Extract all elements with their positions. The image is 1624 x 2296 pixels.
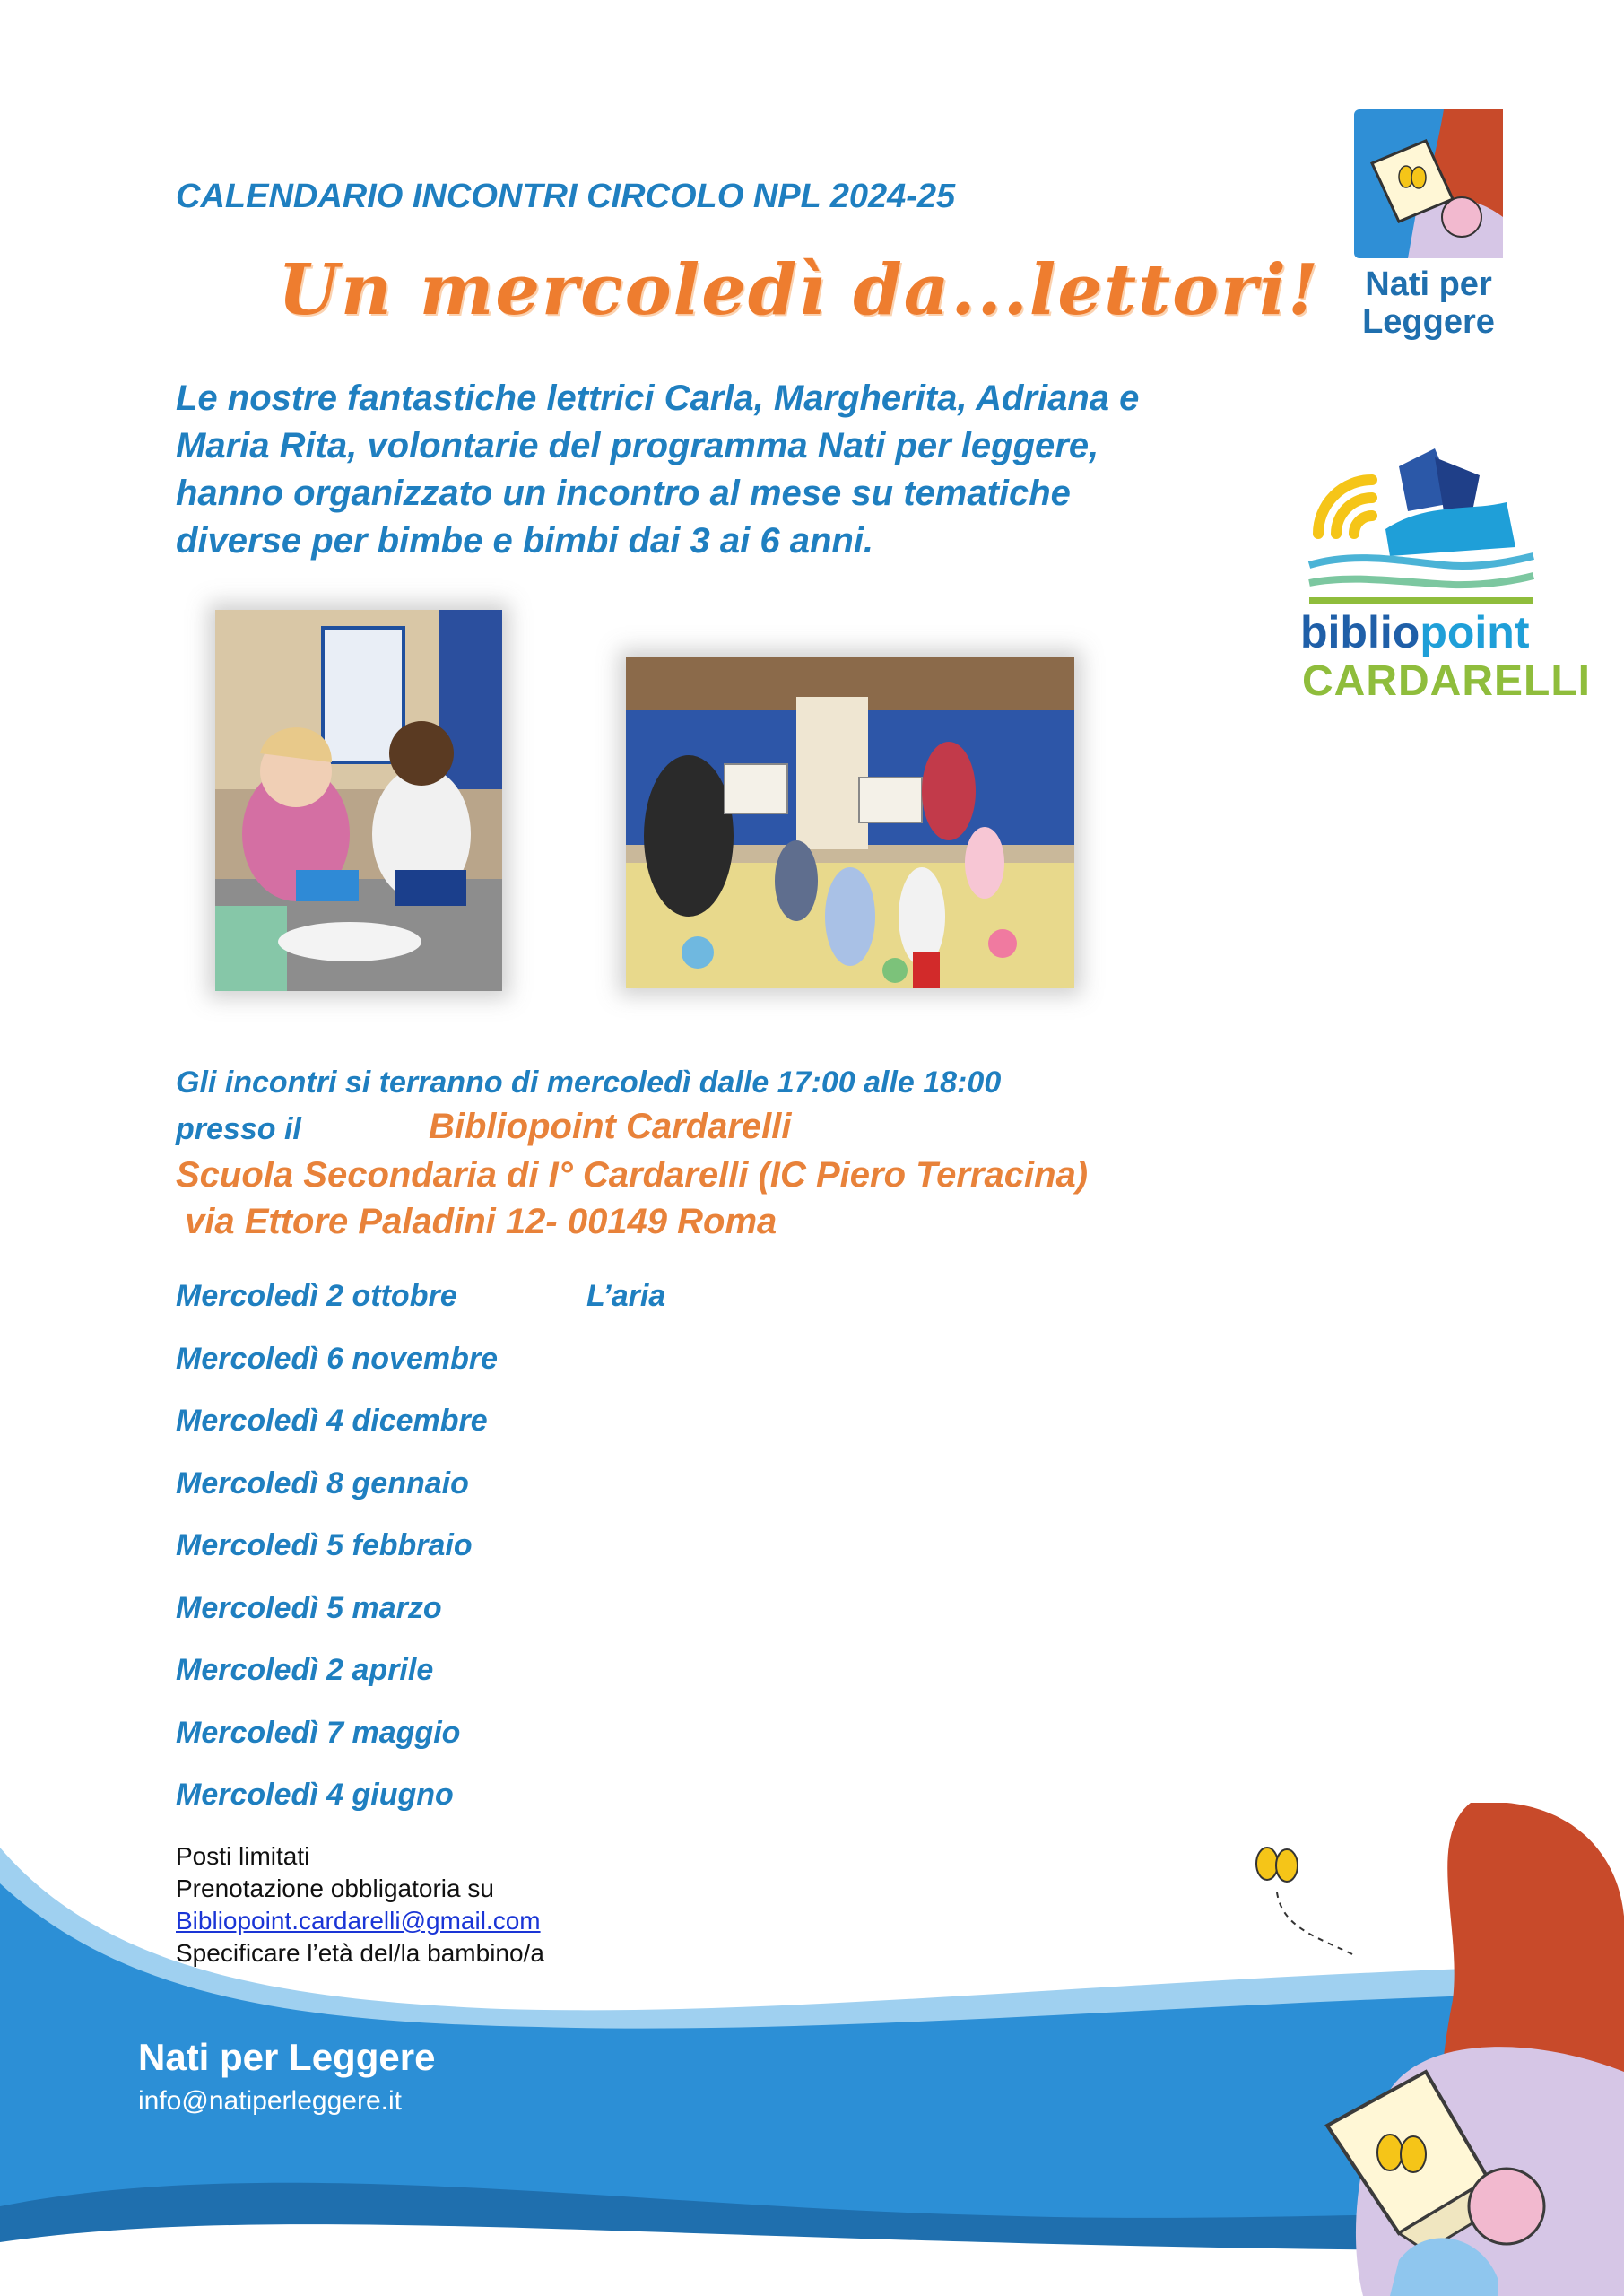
date-label: Mercoledì 6 novembre bbox=[176, 1341, 499, 1376]
venue-school: Scuola Secondaria di I° Cardarelli (IC Piero Terracina) bbox=[176, 1155, 1089, 1195]
date-label: Mercoledì 5 marzo bbox=[176, 1590, 442, 1625]
group-reading-session-photo bbox=[626, 657, 1074, 988]
footer-brand: Nati per Leggere bbox=[138, 2036, 436, 2078]
venue-prefix: presso il bbox=[176, 1112, 301, 1146]
limited-seats-note: Posti limitati bbox=[176, 1842, 310, 1870]
list-item bbox=[176, 1342, 498, 1405]
npl-logo-line: Leggere bbox=[1362, 303, 1495, 341]
list-item bbox=[176, 1591, 498, 1654]
intro-paragraph bbox=[176, 375, 1234, 565]
intro-line: diverse per bimbe e bimbi dai 3 ai 6 anni. bbox=[176, 521, 874, 561]
list-item bbox=[176, 1778, 498, 1840]
footer-email: info@natiperleggere.it bbox=[138, 2086, 402, 2116]
intro-line: hanno organizzato un incontro al mese su tematiche bbox=[176, 474, 1071, 513]
bibliopoint-word-point: point bbox=[1420, 607, 1530, 657]
npl-logo-line: Nati per bbox=[1365, 265, 1492, 303]
list-item bbox=[176, 1279, 666, 1342]
nati-per-leggere-logo-text bbox=[1352, 265, 1505, 341]
bibliopoint-word-biblio: biblio bbox=[1300, 607, 1420, 657]
date-label: Mercoledì 8 gennaio bbox=[176, 1465, 469, 1500]
dates-list bbox=[176, 1279, 666, 1840]
booking-required-note: Prenotazione obbligatoria su bbox=[176, 1874, 494, 1902]
intro-line: Le nostre fantastiche lettrici Carla, Margherita, Adriana e bbox=[176, 378, 1140, 418]
list-item bbox=[176, 1716, 498, 1779]
age-note: Specificare l’età del/la bambino/a bbox=[176, 1939, 544, 1967]
bibliopoint-subtitle: CARDARELLI bbox=[1302, 657, 1591, 705]
venue-name: Bibliopoint Cardarelli bbox=[429, 1107, 792, 1146]
date-label: Mercoledì 4 dicembre bbox=[176, 1404, 488, 1438]
date-label: Mercoledì 2 ottobre bbox=[176, 1279, 457, 1313]
nati-per-leggere-logo bbox=[1354, 109, 1503, 258]
bibliopoint-logo bbox=[1300, 448, 1542, 610]
intro-line: Maria Rita, volontarie del programma Nati per leggere, bbox=[176, 426, 1099, 465]
date-theme: L’aria bbox=[586, 1279, 666, 1313]
mother-reading-illustration bbox=[1246, 1803, 1624, 2296]
booking-email-link[interactable]: Bibliopoint.cardarelli@gmail.com bbox=[176, 1907, 541, 1935]
flying-butterfly-icon bbox=[1256, 1848, 1298, 1882]
list-item bbox=[176, 1404, 498, 1466]
date-label: Mercoledì 4 giugno bbox=[176, 1778, 454, 1812]
list-item bbox=[176, 1466, 498, 1529]
list-item bbox=[176, 1528, 498, 1591]
calendar-title: CALENDARIO INCONTRI CIRCOLO NPL 2024-25 bbox=[176, 178, 956, 215]
booking-notes bbox=[176, 1840, 544, 1970]
children-reading-photo bbox=[215, 610, 502, 991]
date-label: Mercoledì 7 maggio bbox=[176, 1715, 461, 1750]
schedule-time: Gli incontri si terranno di mercoledì dalle 17:00 alle 18:00 bbox=[176, 1065, 1002, 1100]
list-item bbox=[176, 1653, 498, 1716]
bibliopoint-wordmark bbox=[1300, 606, 1529, 658]
date-label: Mercoledì 5 febbraio bbox=[176, 1528, 473, 1562]
date-label: Mercoledì 2 aprile bbox=[176, 1653, 434, 1687]
signal-icon bbox=[1318, 480, 1372, 534]
event-headline: Un mercoledì da...lettori! bbox=[278, 249, 1321, 331]
venue-address: via Ettore Paladini 12- 00149 Roma bbox=[185, 1202, 777, 1241]
